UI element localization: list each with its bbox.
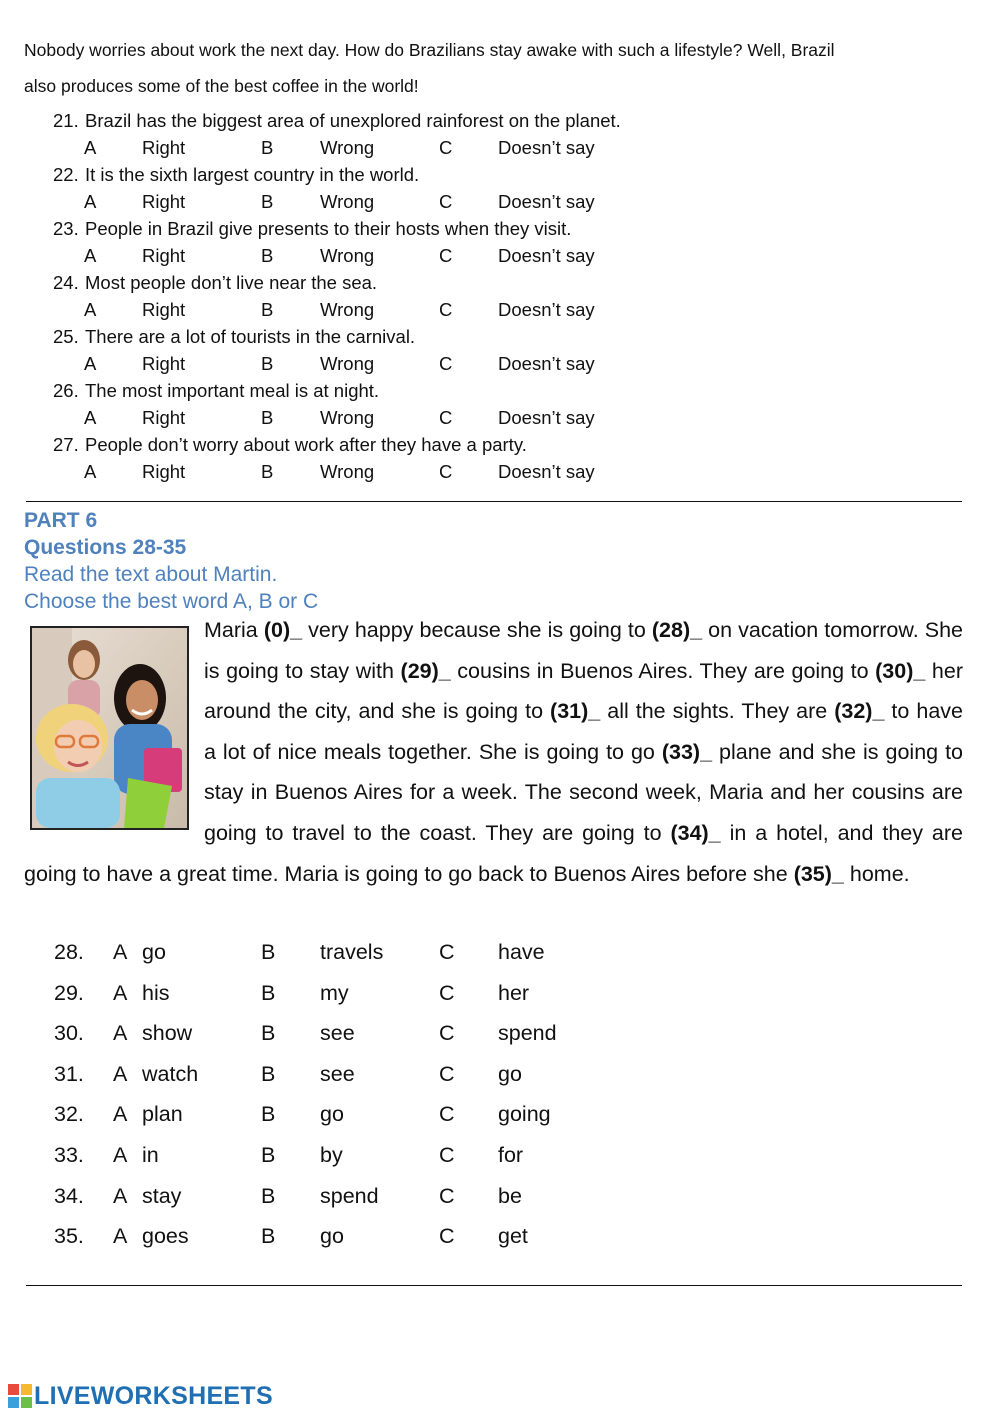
instruction-choose: Choose the best word A, B or C bbox=[24, 590, 319, 613]
question-number: 30. bbox=[54, 1021, 84, 1046]
option-letter[interactable]: A bbox=[113, 1061, 128, 1086]
option-text[interactable]: Wrong bbox=[320, 407, 375, 428]
passage-segment: on vacation tomorrow. She is going to stay with bbox=[204, 618, 964, 683]
option-word[interactable]: her bbox=[498, 980, 530, 1005]
gap-marker[interactable]: (33)_ bbox=[661, 739, 713, 764]
option-text[interactable]: Right bbox=[142, 137, 186, 158]
option-text[interactable]: Doesn’t say bbox=[498, 137, 595, 158]
question-number: 31. bbox=[54, 1061, 84, 1086]
option-word[interactable]: see bbox=[320, 1061, 355, 1086]
question-statement: It is the sixth largest country in the world. bbox=[85, 164, 420, 185]
option-text[interactable]: Doesn’t say bbox=[498, 407, 595, 428]
option-letter[interactable]: B bbox=[261, 137, 274, 158]
option-word[interactable]: go bbox=[320, 1224, 344, 1249]
question-number: 28. bbox=[54, 940, 84, 964]
passage-segment: home. bbox=[843, 861, 910, 886]
option-letter[interactable]: B bbox=[261, 191, 274, 212]
option-word[interactable]: his bbox=[142, 980, 170, 1005]
option-letter[interactable]: A bbox=[113, 980, 128, 1005]
option-word[interactable]: goes bbox=[142, 1224, 189, 1249]
intro-line: also produces some of the best coffee in the world! bbox=[24, 76, 419, 96]
tf-options-row bbox=[0, 351, 1000, 378]
gap-marker[interactable]: (35)_ bbox=[793, 861, 844, 886]
passage-segment: Maria bbox=[204, 618, 264, 642]
option-text[interactable]: Right bbox=[142, 461, 186, 482]
option-letter[interactable]: C bbox=[439, 1021, 455, 1046]
option-letter[interactable]: B bbox=[261, 1183, 276, 1208]
option-letter[interactable]: B bbox=[261, 1142, 276, 1167]
option-text[interactable]: Right bbox=[142, 353, 186, 374]
option-letter[interactable]: A bbox=[113, 1224, 128, 1249]
option-letter[interactable]: A bbox=[113, 1021, 128, 1046]
option-letter[interactable]: B bbox=[261, 980, 276, 1005]
liveworksheets-logo-text: LIVEWORKSHEETS bbox=[34, 1381, 273, 1410]
option-text[interactable]: Doesn’t say bbox=[498, 245, 595, 266]
option-text[interactable]: Wrong bbox=[320, 461, 375, 482]
option-text[interactable]: Doesn’t say bbox=[498, 299, 595, 320]
passage-segment: to have a lot of nice meals together. She is going to go bbox=[204, 699, 963, 764]
mc-question-row bbox=[0, 934, 1000, 975]
mc-question-row bbox=[0, 1178, 1000, 1219]
option-word[interactable]: stay bbox=[142, 1183, 182, 1208]
option-word[interactable]: spend bbox=[498, 1021, 557, 1046]
option-word[interactable]: travels bbox=[320, 940, 384, 964]
option-letter[interactable]: C bbox=[439, 245, 453, 266]
tf-options-row bbox=[0, 243, 1000, 270]
intro-line: Nobody worries about work the next day. How do Brazilians stay awake with such a lifestyle? Well, Brazil bbox=[24, 40, 835, 60]
passage-segment: all the sights. They are bbox=[600, 699, 835, 724]
option-text[interactable]: Doesn’t say bbox=[498, 461, 595, 482]
bottom-divider bbox=[26, 1285, 962, 1286]
option-letter[interactable]: C bbox=[439, 353, 453, 374]
option-letter[interactable]: C bbox=[439, 940, 455, 964]
option-letter[interactable]: B bbox=[261, 1061, 276, 1086]
option-text[interactable]: Wrong bbox=[320, 299, 375, 320]
option-word[interactable]: by bbox=[320, 1142, 343, 1167]
option-letter[interactable]: A bbox=[84, 245, 97, 266]
tf-options-row bbox=[0, 297, 1000, 324]
option-letter[interactable]: A bbox=[84, 461, 97, 482]
question-number: 22. bbox=[53, 164, 79, 185]
option-word[interactable]: be bbox=[498, 1183, 522, 1208]
gap-marker[interactable]: (34)_ bbox=[670, 820, 721, 845]
option-word[interactable]: for bbox=[498, 1142, 524, 1167]
passage-segment: in a hotel, and they are going to have a great time. Maria is going to go back to Buenos Aires before she bbox=[24, 820, 964, 886]
tf-options-row bbox=[0, 135, 1000, 162]
tf-options-row bbox=[0, 459, 1000, 486]
gap-marker[interactable]: (32)_ bbox=[834, 699, 885, 724]
option-letter[interactable]: C bbox=[439, 980, 455, 1005]
option-letter[interactable]: A bbox=[84, 407, 97, 428]
option-text[interactable]: Wrong bbox=[320, 245, 375, 266]
part-title: PART 6 bbox=[24, 509, 98, 532]
question-number: 25. bbox=[53, 326, 79, 347]
option-letter[interactable]: A bbox=[113, 940, 128, 964]
tf-question bbox=[0, 216, 1000, 243]
question-number: 21. bbox=[53, 110, 79, 131]
passage-segment: plane and she is going to stay in Buenos Aires for a week. The second week, Maria and her cousins are going to travel to the coast. They are going to bbox=[204, 739, 963, 845]
tf-question bbox=[0, 270, 1000, 297]
question-statement: There are a lot of tourists in the carnival. bbox=[85, 326, 416, 347]
option-letter[interactable]: C bbox=[439, 1061, 455, 1086]
question-statement: People in Brazil give presents to their hosts when they visit. bbox=[85, 218, 572, 239]
gap-marker[interactable]: (0)_ bbox=[263, 618, 303, 642]
option-text[interactable]: Right bbox=[142, 191, 186, 212]
option-letter[interactable]: B bbox=[261, 299, 274, 320]
option-text[interactable]: Doesn’t say bbox=[498, 191, 595, 212]
mc-question-row bbox=[0, 1056, 1000, 1097]
question-number: 34. bbox=[54, 1183, 84, 1208]
option-word[interactable]: go bbox=[498, 1061, 522, 1086]
question-number: 35. bbox=[54, 1224, 84, 1249]
multiple-choice-questions bbox=[0, 934, 1000, 1259]
tf-options-row bbox=[0, 189, 1000, 216]
option-word[interactable]: in bbox=[142, 1142, 159, 1167]
tf-question bbox=[0, 378, 1000, 405]
option-letter[interactable]: A bbox=[113, 1102, 128, 1127]
question-number: 24. bbox=[53, 272, 79, 293]
option-letter[interactable]: B bbox=[261, 353, 274, 374]
option-word[interactable]: plan bbox=[142, 1102, 183, 1127]
option-text[interactable]: Doesn’t say bbox=[498, 353, 595, 374]
option-letter[interactable]: C bbox=[439, 1183, 455, 1208]
tf-question bbox=[0, 108, 1000, 135]
question-number: 33. bbox=[54, 1142, 84, 1167]
question-statement: People don’t worry about work after they have a party. bbox=[85, 434, 527, 455]
question-statement: Brazil has the biggest area of unexplored rainforest on the planet. bbox=[85, 110, 621, 131]
question-statement: The most important meal is at night. bbox=[85, 380, 380, 401]
passage-segment: very happy because she is going to bbox=[302, 618, 652, 642]
option-word[interactable]: show bbox=[142, 1021, 193, 1046]
question-number: 23. bbox=[53, 218, 79, 239]
mc-question-row bbox=[0, 975, 1000, 1016]
option-word[interactable]: see bbox=[320, 1021, 355, 1046]
option-text[interactable]: Right bbox=[142, 407, 186, 428]
tf-question bbox=[0, 432, 1000, 459]
option-word[interactable]: going bbox=[498, 1102, 551, 1127]
option-letter[interactable]: A bbox=[113, 1183, 128, 1208]
gap-marker[interactable]: (28)_ bbox=[651, 618, 703, 642]
option-letter[interactable]: B bbox=[261, 940, 276, 964]
option-word[interactable]: have bbox=[498, 940, 545, 964]
option-letter[interactable]: A bbox=[84, 299, 97, 320]
question-number: 29. bbox=[54, 980, 84, 1005]
mc-question-row bbox=[0, 1015, 1000, 1056]
option-letter[interactable]: A bbox=[84, 191, 97, 212]
option-text[interactable]: Right bbox=[142, 299, 186, 320]
option-word[interactable]: go bbox=[320, 1102, 344, 1127]
liveworksheets-logo bbox=[8, 1382, 273, 1410]
option-letter[interactable]: A bbox=[84, 353, 97, 374]
option-letter[interactable]: C bbox=[439, 1224, 455, 1249]
mc-question-row bbox=[0, 1137, 1000, 1178]
option-letter[interactable]: B bbox=[261, 407, 274, 428]
option-letter[interactable]: B bbox=[261, 1102, 276, 1127]
option-letter[interactable]: C bbox=[439, 1102, 455, 1127]
option-letter[interactable]: B bbox=[261, 245, 274, 266]
option-letter[interactable]: B bbox=[261, 1021, 276, 1046]
option-letter[interactable]: C bbox=[439, 407, 453, 428]
gap-marker[interactable]: (30)_ bbox=[875, 658, 926, 683]
option-text[interactable]: Right bbox=[142, 245, 186, 266]
option-letter[interactable]: B bbox=[261, 461, 274, 482]
tf-question bbox=[0, 162, 1000, 189]
gap-marker[interactable]: (31)_ bbox=[550, 699, 601, 724]
option-word[interactable]: go bbox=[142, 940, 166, 964]
option-letter[interactable]: C bbox=[439, 1142, 455, 1167]
section-divider bbox=[26, 501, 962, 502]
option-letter[interactable]: C bbox=[439, 191, 453, 212]
gap-marker[interactable]: (29)_ bbox=[400, 658, 451, 683]
true-false-questions bbox=[0, 108, 1000, 486]
option-text[interactable]: Wrong bbox=[320, 191, 375, 212]
passage-segment: cousins in Buenos Aires. They are going to bbox=[450, 658, 876, 683]
mc-question-row bbox=[0, 1218, 1000, 1259]
questions-range: Questions 28-35 bbox=[24, 536, 187, 559]
option-letter[interactable]: C bbox=[439, 461, 453, 482]
intro-paragraph bbox=[24, 32, 964, 104]
passage-segment: her around the city, and she is going to bbox=[204, 658, 963, 724]
option-letter[interactable]: A bbox=[113, 1142, 128, 1167]
option-letter[interactable]: C bbox=[439, 299, 453, 320]
girls-shopping-photo bbox=[30, 626, 189, 830]
option-letter[interactable]: A bbox=[84, 137, 97, 158]
option-word[interactable]: my bbox=[320, 980, 349, 1005]
mc-question-row bbox=[0, 1096, 1000, 1137]
tf-options-row bbox=[0, 405, 1000, 432]
option-word[interactable]: watch bbox=[142, 1061, 199, 1086]
option-word[interactable]: spend bbox=[320, 1183, 379, 1208]
question-statement: Most people don’t live near the sea. bbox=[85, 272, 378, 293]
question-number: 32. bbox=[54, 1102, 84, 1127]
option-word[interactable]: get bbox=[498, 1224, 528, 1249]
question-number: 26. bbox=[53, 380, 79, 401]
tf-question bbox=[0, 324, 1000, 351]
option-letter[interactable]: C bbox=[439, 137, 453, 158]
question-number: 27. bbox=[53, 434, 79, 455]
instruction-read: Read the text about Martin. bbox=[24, 563, 278, 586]
liveworksheets-logo-icon bbox=[8, 1384, 32, 1408]
option-text[interactable]: Wrong bbox=[320, 137, 375, 158]
option-text[interactable]: Wrong bbox=[320, 353, 375, 374]
option-letter[interactable]: B bbox=[261, 1224, 276, 1249]
